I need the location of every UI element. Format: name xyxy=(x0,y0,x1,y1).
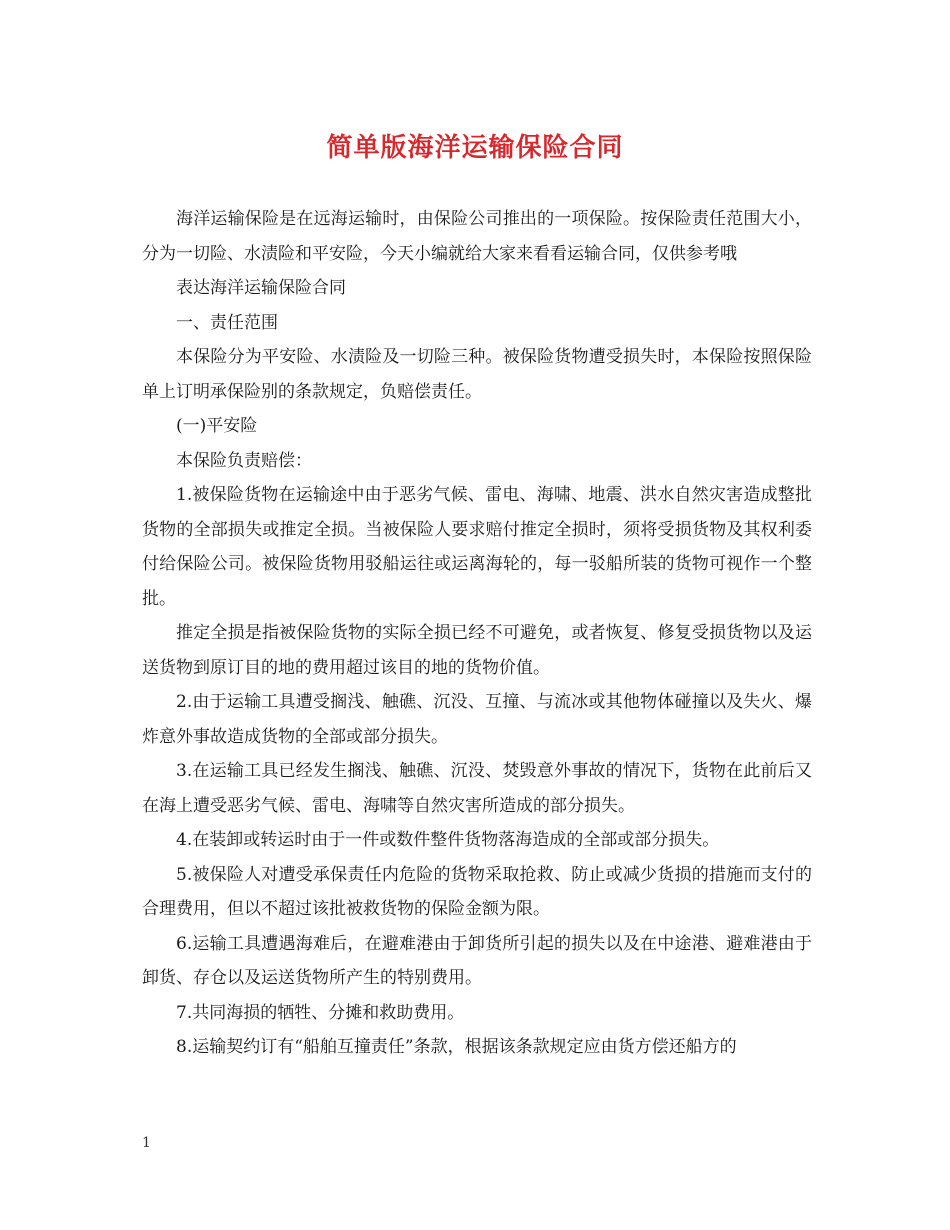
clause-4: 4.在装卸或转运时由于一件或数件整件货物落海造成的全部或部分损失。 xyxy=(176,830,720,850)
document-body xyxy=(142,202,812,1065)
subsection-heading-fpa: (一)平安险 xyxy=(176,416,258,436)
clause-8: 8.运输契约订有“船舶互撞责任”条款，根据该条款规定应由货方偿还船方的 xyxy=(176,1037,737,1057)
paragraph-scope-desc: 本保险分为平安险、水渍险及一切险三种。被保险货物遭受损失时，本保险按照保险单上订明承保险别的条款规定，负赔偿责任。 xyxy=(142,347,812,402)
paragraph-compensation-lead: 本保险负责赔偿： xyxy=(176,450,312,471)
clause-6: 6.运输工具遭遇海难后，在避难港由于卸货所引起的损失以及在中途港、避难港由于卸货、存仓以及运送货物所产生的特别费用。 xyxy=(142,933,812,988)
clause-7: 7.共同海损的牺牲、分摊和救助费用。 xyxy=(176,1002,465,1023)
paragraph-intro: 海洋运输保险是在远海运输时，由保险公司推出的一项保险。按保险责任范围大小，分为一切险、水渍险和平安险，今天小编就给大家来看看运输合同，仅供参考哦 xyxy=(142,209,812,264)
clause-3: 3.在运输工具已经发生搁浅、触礁、沉没、焚毁意外事故的情况下，货物在此前后又在海上遭受恶劣气候、雷电、海啸等自然灾害所造成的部分损失。 xyxy=(142,761,812,816)
clause-2: 2.由于运输工具遭受搁浅、触礁、沉没、互撞、与流冰或其他物体碰撞以及失火、爆炸意外事故造成货物的全部或部分损失。 xyxy=(142,692,812,747)
paragraph-subtitle: 表达海洋运输保险合同 xyxy=(176,278,346,298)
page-number: 1 xyxy=(142,1135,151,1151)
clause-1: 1.被保险货物在运输途中由于恶劣气候、雷电、海啸、地震、洪水自然灾害造成整批货物的全部损失或推定全损。当被保险人要求赔付推定全损时，须将受损货物及其权利委付给保险公司。被保险货物用驳船运往或运离海轮的，每一驳船所装的货物可视作一个整批。 xyxy=(142,485,812,609)
paragraph-constructive-loss: 推定全损是指被保险货物的实际全损已经不可避免，或者恢复、修复受损货物以及运送货物到原订目的地的费用超过该目的地的货物价值。 xyxy=(142,623,812,678)
section-heading-scope: 一、责任范围 xyxy=(176,312,278,333)
document-title: 简单版海洋运输保险合同 xyxy=(326,133,624,163)
clause-5: 5.被保险人对遭受承保责任内危险的货物采取抢救、防止或减少货损的措施而支付的合理费用，但以不超过该批被救货物的保险金额为限。 xyxy=(142,864,812,919)
